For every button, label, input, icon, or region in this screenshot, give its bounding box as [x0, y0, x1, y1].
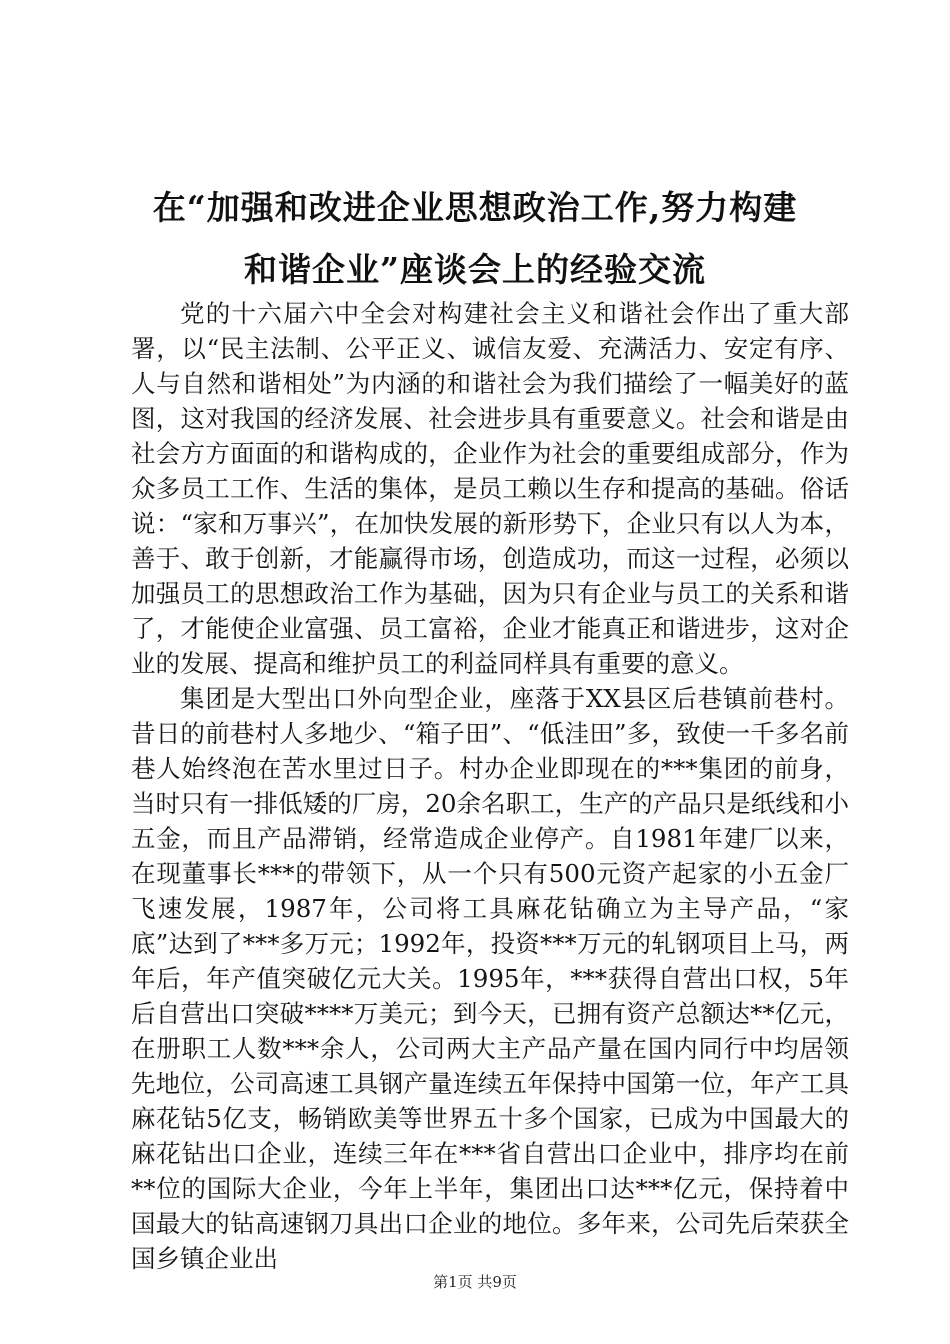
document-title-line-1: 在“加强和改进企业思想政治工作,努力构建 — [152, 188, 798, 227]
body-paragraph-1: 党的十六届六中全会对构建社会主义和谐社会作出了重大部署，以“民主法制、公平正义、诚信友爱、充满活力、安定有序、人与自然和谐相处”为内涵的和谐社会为我们描绘了一幅美好的蓝图，这对我国的经济发展、社会进步具有重要意义。社会和谐是由社会方方面面的和谐构成的，企业作为社会的重要组成部分，作为众多员工工作、生活的集体，是员工赖以生存和提高的基础。俗话说：“家和万事兴”，在加快发展的新形势下，企业只有以人为本，善于、敢于创新，才能赢得市场，创造成功，而这一过程，必须以加强员工的思想政治工作为基础，因为只有企业与员工的关系和谐了，才能使企业富强、员工富裕，企业才能真正和谐进步，这对企业的发展、提高和维护员工的利益同样具有重要的意义。 — [131, 299, 849, 678]
body-paragraph-2: 集团是大型出口外向型企业，座落于XX县区后巷镇前巷村。昔日的前巷村人多地少、“箱子田”、“低洼田”多，致使一千多名前巷人始终泡在苦水里过日子。村办企业即现在的***集团的前身，当时只有一排低矮的厂房，20余名职工，生产的产品只是纸线和小五金，而且产品滞销，经常造成企业停产。自1981年建厂以来，在现董事长***的带领下，从一个只有500元资产起家的小五金厂飞速发展，1987年，公司将工具麻花钻确立为主导产品，“家底”达到了***多万元；1992年，投资***万元的轧钢项目上马，两年后，年产值突破亿元大关。1995年，***获得自营出口权，5年后自营出口突破****万美元；到今天，已拥有资产总额达**亿元，在册职工人数***余人，公司两大主产品产量在国内同行中均居领先地位，公司高速工具钢产量连续五年保持中国第一位，年产工具麻花钻5亿支，畅销欧美等世界五十多个国家，已成为中国最大的麻花钻出口企业，连续三年在***省自营出口企业中，排序均在前**位的国际大企业，今年上半年，集团出口达***亿元，保持着中国最大的钻高速钢刀具出口企业的地位。多年来，公司先后荣获全国乡镇企业出 — [131, 684, 849, 1273]
page-number-footer: 第1页 共9页 — [433, 1273, 517, 1291]
document-title-line-2: 和谐企业”座谈会上的经验交流 — [244, 250, 706, 289]
document-body — [131, 296, 849, 1276]
